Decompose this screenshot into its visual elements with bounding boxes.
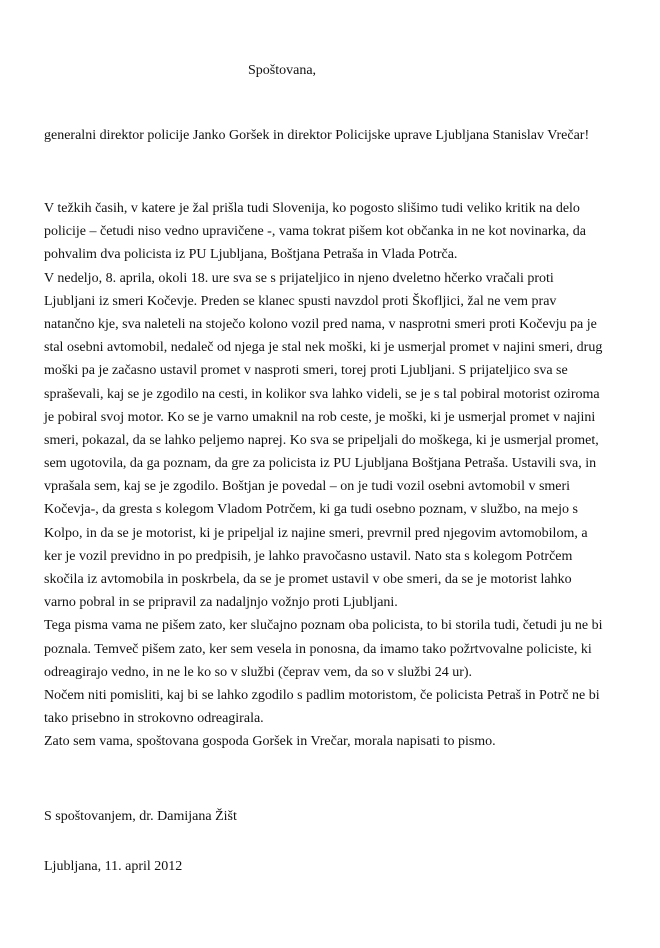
body-line: spraševali, kaj se je zgodilo na cesti, in kolikor sva lahko videli, se je s tal pobiral motorist oziroma [44,386,600,402]
body-line: Zato sem vama, spoštovana gospoda Goršek in Vrečar, morala napisati to pismo. [44,734,496,750]
body-line: Kolpo, in da se je motorist, ki je pripeljal iz najine smeri, prevrnil pred njegovim avtomobilom, a [44,525,588,541]
body-line: vprašala sem, kaj se je zgodilo. Boštjan je povedal – on je tudi vozil osebni avtomobil v smeri [44,479,571,495]
body-line: stal osebni avtomobil, nedaleč od njega je stal nek moški, ki je usmerjal promet v najini smeri, drug [44,340,603,356]
body-line: varno pobral in se pripravil za nadaljnjo vožnjo proti Ljubljani. [44,595,398,611]
body-line: odreagirajo vedno, in ne le ko so v službi (čeprav vem, da so v službi 24 ur). [44,664,473,680]
body-line: skočila iz avtomobila in poskrbela, da se je promet ustavil v obe smeri, da se je motorist lahko [44,572,572,587]
body-line: V težkih časih, v katere je žal prišla tudi Slovenija, ko pogosto slišimo tudi veliko kritik na delo [44,201,580,216]
body-line: moški pa je začasno ustavil promet v nasproti smeri, torej proti Ljubljani. S prijateljico sva se [44,363,568,379]
letter-body [44,197,624,754]
body-line: Kočevja-, da gresta s kolegom Vladom Potrčem, ki ga tudi osebno poznam, v službo, na mejo s [44,502,578,518]
addressee-line: generalni direktor policije Janko Goršek in direktor Policijske uprave Ljubljana Stanislav Vrečar! [44,128,590,143]
salutation: Spoštovana, [248,63,317,78]
body-line: tako prisebno in strokovno odreagirala. [44,711,264,727]
body-line: Tega pisma vama ne pišem zato, ker slučajno poznam oba policista, to bi storila tudi, četudi ju ne bi [44,618,603,634]
closing-signature: S spoštovanjem, dr. Damijana Žišt [44,809,237,824]
body-line: ker je vozil previdno in po predpisih, je lahko pravočasno ustavil. Nato sta s kolegom Potrčem [44,548,573,564]
body-line: smeri, pokazal, da se lahko peljemo naprej. Ko sva se pripeljali do moškega, ki je usmerjal promet, [44,432,599,448]
body-line: Nočem niti pomisliti, kaj bi se lahko zgodilo s padlim motoristom, če policista Petraš in Potrč ne bi [44,687,600,703]
body-line: Ljubljani iz smeri Kočevje. Preden se klanec spusti navzdol proti Škofljici, žal ne vem prav [44,293,557,309]
place-date: Ljubljana, 11. april 2012 [44,859,183,874]
body-line: poznala. Temveč pišem zato, ker sem vesela in ponosna, da imamo tako požrtvovalne policiste, ki [44,641,592,657]
body-line: V nedeljo, 8. aprila, okoli 18. ure sva se s prijateljico in njeno dveletno hčerko vračali proti [44,270,554,286]
body-line: pohvalim dva policista iz PU Ljubljana, Boštjana Petraša in Vlada Potrča. [44,247,458,263]
body-line: sem ugotovila, da ga poznam, da gre za policista iz PU Ljubljana Boštjana Petraša. Ustavili sva, in [44,456,597,472]
body-line: natančno kje, sva naleteli na stoječo kolono vozil pred nama, v nasprotni smeri proti Kočevju pa je [44,316,597,332]
body-line: je pobiral svoj motor. Ko se je varno umaknil na rob ceste, je moški, ki je usmerjal promet v najini [44,409,596,425]
body-line: policije – četudi niso vedno upravičene -, vama tokrat pišem kot občanka in ne kot novinarka, da [44,224,586,240]
